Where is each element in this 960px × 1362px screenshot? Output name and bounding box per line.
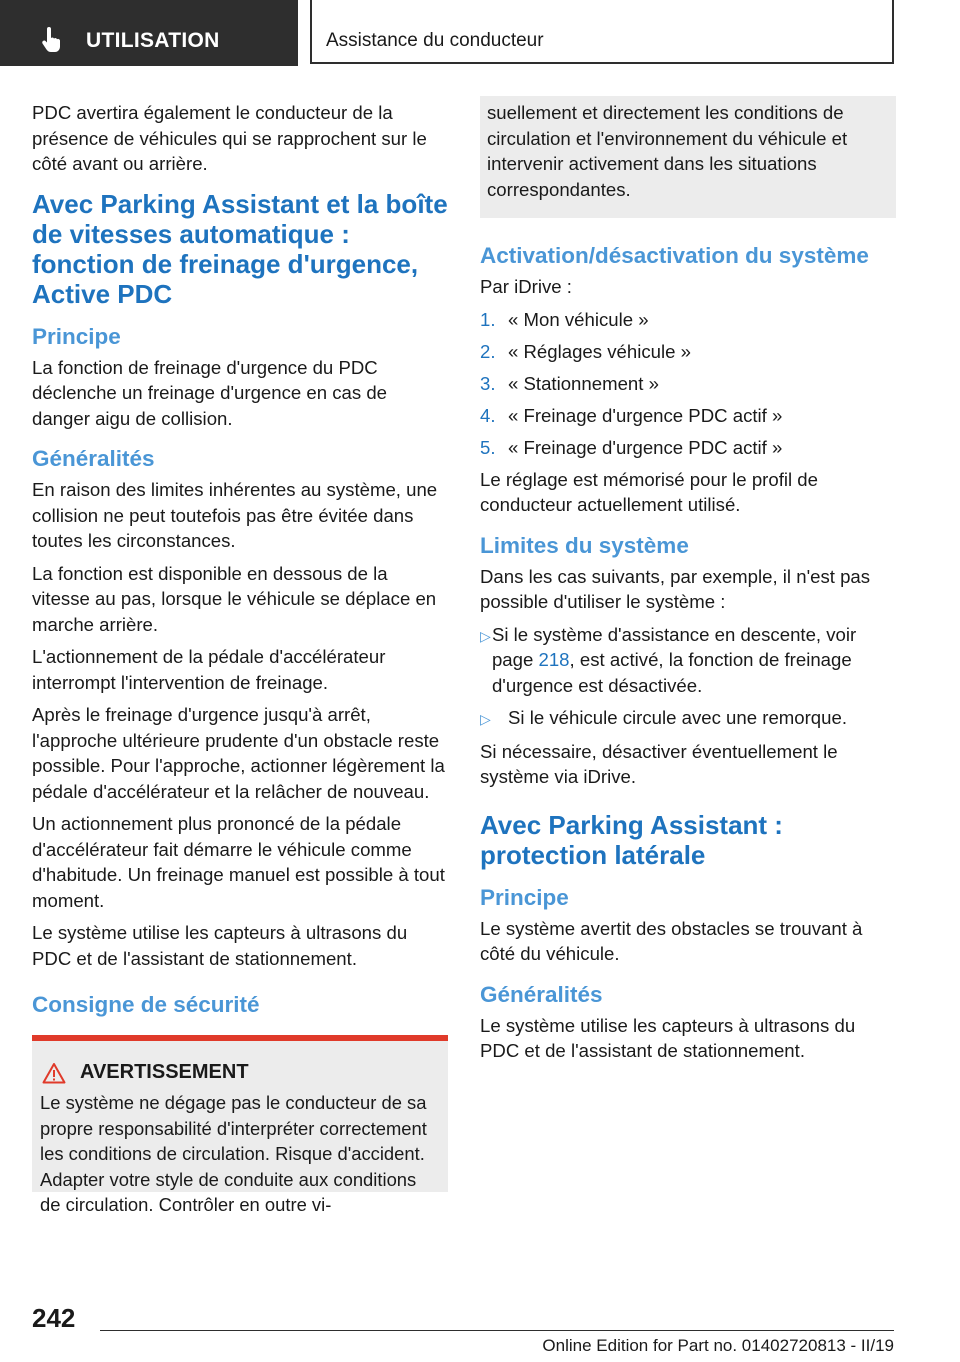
generalites-text-right: Le système utilise les capteurs à ultrasons du PDC et de l'assistant de stationnement. — [480, 1014, 856, 1061]
heading-activation: Activation/désactivation du système — [480, 243, 869, 268]
bullet-text-start: Si le système d'assistance en descente, voir page — [491, 623, 857, 670]
list-item — [480, 339, 896, 365]
edition-footer: Online Edition for Part no. 01402720813 - II/19 — [542, 1336, 894, 1355]
step-text: « Réglages véhicule » — [508, 340, 691, 362]
generalites-p3: L'actionnement de la pédale d'accélérateur interrompt l'intervention de freinage. — [32, 646, 386, 693]
step-text: « Freinage d'urgence PDC actif » — [508, 436, 783, 458]
limites-list — [480, 622, 896, 733]
page-number: 242 — [32, 1303, 76, 1333]
heading-generalites: Généralités — [32, 446, 155, 471]
activation-steps — [480, 307, 896, 461]
right-column — [480, 100, 896, 1071]
intro-paragraph: PDC avertira également le conducteur de la présence de véhicules qui se rapprochent sur le côté avant ou arrière. — [32, 102, 427, 174]
heading-lateral-protection: Avec Parking Assistant : protection latérale — [480, 809, 783, 870]
triangle-bullet-icon: ▷ — [480, 627, 491, 644]
step-text: « Freinage d'urgence PDC actif » — [508, 404, 783, 426]
section-title: UTILISATION — [86, 29, 220, 52]
generalites-p1: En raison des limites inhérentes au système, une collision ne peut toutefois pas être évitée dans toutes les circonstances. — [32, 479, 438, 551]
heading-principe: Principe — [32, 323, 121, 349]
generalites-p4: Après le freinage d'urgence jusqu'à arrêt, l'approche ultérieure prudente d'un obstacle reste possible. Pour l'approche, actionner légèrement la pédale d'accélérateur et la relâcher de nouveau. — [32, 704, 445, 802]
step-number: 2. — [480, 340, 496, 362]
warning-text: Le système ne dégage pas le conducteur de sa propre responsabilité d'interpréter correctement les conditions de circulation. Risque d'accident. Adapter votre style de conduite aux conditions de circulation. Contrôler en outre vi- — [40, 1092, 427, 1215]
idrive-label: Par iDrive : — [480, 276, 572, 297]
section-tab — [0, 0, 298, 66]
generalites-p5: Un actionnement plus prononcé de la pédale d'accélérateur fait démarre le véhicule comme d'habitude. Un freinage manuel est possible à tout moment. — [32, 813, 445, 911]
heading-principe-right: Principe — [480, 884, 569, 910]
list-item — [480, 403, 896, 429]
chapter-tab — [310, 0, 894, 64]
generalites-p2: La fonction est disponible en dessous de la vitesse au pas, lorsque le véhicule se déplace en marche arrière. — [32, 562, 437, 635]
list-item — [480, 705, 896, 733]
warning-continuation-text: suellement et directement les conditions de circulation et l'environnement du véhicule et intervenir activement dans les situations correspondantes. — [487, 102, 848, 200]
principe-text: La fonction de freinage d'urgence du PDC déclenche un freinage d'urgence en cas de danger aigu de collision. — [32, 356, 388, 429]
step-number: 4. — [480, 404, 496, 426]
page-link[interactable]: 218 — [538, 649, 570, 670]
warning-header — [40, 1061, 440, 1084]
step-text: « Mon véhicule » — [508, 308, 649, 330]
heading-limites: Limites du système — [480, 532, 689, 558]
warning-continuation — [480, 96, 896, 218]
heading-generalites-right: Généralités — [480, 981, 603, 1007]
list-item — [480, 307, 896, 333]
chapter-title: Assistance du conducteur — [326, 30, 544, 51]
principe-text-right: Le système avertit des obstacles se trouvant à côté du véhicule. — [480, 917, 863, 964]
list-item — [480, 622, 896, 699]
hand-pointer-icon — [40, 27, 62, 53]
step-number: 1. — [480, 308, 496, 330]
footer-divider — [100, 1330, 894, 1331]
limites-intro: Dans les cas suivants, par exemple, il n'est pas possible d'utiliser le système : — [480, 565, 871, 612]
warning-title: AVERTISSEMENT — [80, 1061, 249, 1083]
list-item — [480, 435, 896, 461]
triangle-bullet-icon: ▷ — [480, 710, 491, 727]
heading-parking-assistant: Avec Parking Assistant et la boîte de vitesses automatique : fonction de freinage d'urgence, Active PDC — [32, 188, 448, 309]
bullet-text: Si le véhicule circule avec une remorque. — [508, 706, 847, 728]
step-number: 5. — [480, 436, 496, 458]
left-column — [32, 100, 448, 1215]
warning-box — [32, 1035, 448, 1215]
heading-consigne: Consigne de sécurité — [32, 992, 260, 1017]
bullet-text-end: , est activé, la fonction de freinage d'urgence est désactivée. — [491, 649, 852, 696]
memo-text: Le réglage est mémorisé pour le profil de conducteur actuellement utilisé. — [480, 468, 818, 515]
list-item — [480, 371, 896, 397]
warning-triangle-icon — [42, 1062, 66, 1084]
step-text: « Stationnement » — [508, 372, 659, 394]
step-number: 3. — [480, 372, 496, 394]
bullet-text — [492, 622, 896, 699]
generalites-p6: Le système utilise les capteurs à ultrasons du PDC et de l'assistant de stationnement. — [32, 922, 408, 969]
disable-text: Si nécessaire, désactiver éventuellement le système via iDrive. — [480, 740, 838, 787]
